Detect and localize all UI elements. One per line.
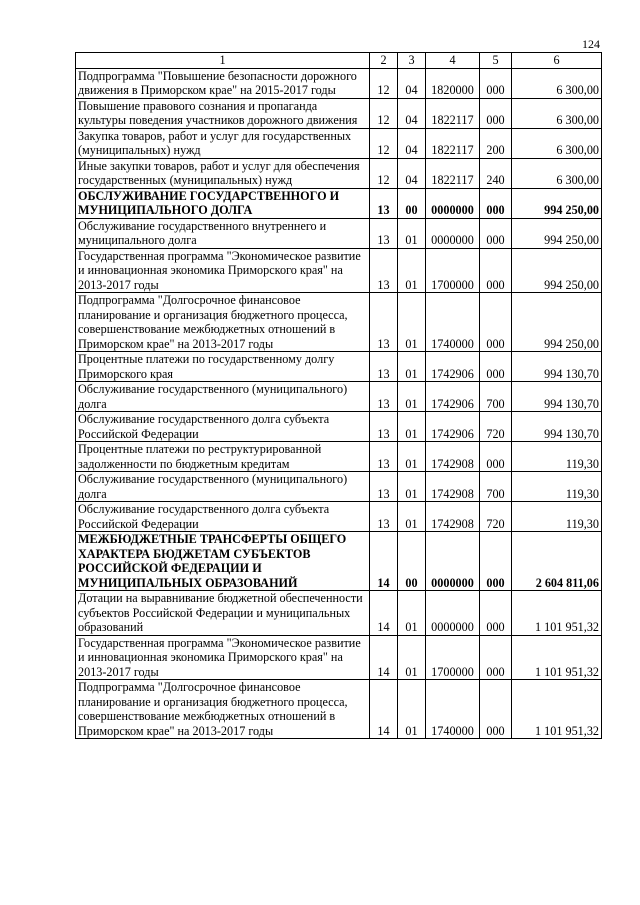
row-name-cell: Дотации на выравнивание бюджетной обеспеченности субъектов Российской Федерации и муниципальных образований xyxy=(76,591,370,636)
table-row xyxy=(76,532,602,591)
row-name-cell: Обслуживание государственного долга субъекта Российской Федерации xyxy=(76,502,370,532)
column-header: 1 xyxy=(76,53,370,69)
table-row xyxy=(76,248,602,293)
table-row xyxy=(76,442,602,472)
subsection-code-cell: 01 xyxy=(398,502,426,532)
table-row xyxy=(76,293,602,352)
subsection-code-cell: 01 xyxy=(398,442,426,472)
amount-cell: 1 101 951,32 xyxy=(512,591,602,636)
table-row xyxy=(76,635,602,680)
subsection-code-cell: 01 xyxy=(398,382,426,412)
column-header: 4 xyxy=(426,53,480,69)
amount-cell: 119,30 xyxy=(512,442,602,472)
row-name-cell: Подпрограмма "Повышение безопасности дорожного движения в Приморском крае" на 2015-2017 годы xyxy=(76,68,370,98)
target-article-cell: 1822117 xyxy=(426,98,480,128)
target-article-cell: 0000000 xyxy=(426,188,480,218)
section-code-cell: 12 xyxy=(370,158,398,188)
target-article-cell: 0000000 xyxy=(426,218,480,248)
column-header: 3 xyxy=(398,53,426,69)
row-name-cell: Государственная программа "Экономическое развитие и инновационная экономика Приморского края" на 2013-2017 годы xyxy=(76,635,370,680)
target-article-cell: 1742906 xyxy=(426,412,480,442)
table-row xyxy=(76,382,602,412)
expense-type-cell: 000 xyxy=(480,98,512,128)
subsection-code-cell: 01 xyxy=(398,591,426,636)
amount-cell: 119,30 xyxy=(512,502,602,532)
expense-type-cell: 720 xyxy=(480,502,512,532)
table-row xyxy=(76,412,602,442)
row-name-cell: Закупка товаров, работ и услуг для государственных (муниципальных) нужд xyxy=(76,128,370,158)
table-row xyxy=(76,680,602,739)
section-code-cell: 13 xyxy=(370,382,398,412)
table-row xyxy=(76,472,602,502)
amount-cell: 119,30 xyxy=(512,472,602,502)
subsection-code-cell: 00 xyxy=(398,532,426,591)
amount-cell: 994 130,70 xyxy=(512,412,602,442)
target-article-cell: 1742906 xyxy=(426,382,480,412)
target-article-cell: 1742908 xyxy=(426,472,480,502)
amount-cell: 6 300,00 xyxy=(512,128,602,158)
section-code-cell: 13 xyxy=(370,472,398,502)
expense-type-cell: 000 xyxy=(480,188,512,218)
expense-type-cell: 000 xyxy=(480,442,512,472)
section-code-cell: 12 xyxy=(370,128,398,158)
amount-cell: 6 300,00 xyxy=(512,68,602,98)
target-article-cell: 0000000 xyxy=(426,591,480,636)
expense-type-cell: 700 xyxy=(480,382,512,412)
section-code-cell: 13 xyxy=(370,248,398,293)
subsection-code-cell: 04 xyxy=(398,158,426,188)
subsection-code-cell: 01 xyxy=(398,218,426,248)
target-article-cell: 1742906 xyxy=(426,352,480,382)
amount-cell: 994 130,70 xyxy=(512,382,602,412)
subsection-code-cell: 01 xyxy=(398,352,426,382)
row-name-cell: Обслуживание государственного внутреннего и муниципального долга xyxy=(76,218,370,248)
expense-type-cell: 000 xyxy=(480,680,512,739)
table-row xyxy=(76,502,602,532)
header-row xyxy=(76,53,602,69)
row-name-cell: Повышение правового сознания и пропаганда культуры поведения участников дорожного движения xyxy=(76,98,370,128)
table-row xyxy=(76,352,602,382)
target-article-cell: 1740000 xyxy=(426,680,480,739)
target-article-cell: 1740000 xyxy=(426,293,480,352)
amount-cell: 994 250,00 xyxy=(512,293,602,352)
subsection-code-cell: 04 xyxy=(398,68,426,98)
row-name-cell: Процентные платежи по реструктурированной задолженности по бюджетным кредитам xyxy=(76,442,370,472)
section-code-cell: 13 xyxy=(370,218,398,248)
expense-type-cell: 000 xyxy=(480,218,512,248)
expense-type-cell: 000 xyxy=(480,68,512,98)
section-code-cell: 13 xyxy=(370,293,398,352)
row-name-cell: Процентные платежи по государственному долгу Приморского края xyxy=(76,352,370,382)
subsection-code-cell: 04 xyxy=(398,98,426,128)
subsection-code-cell: 01 xyxy=(398,680,426,739)
amount-cell: 6 300,00 xyxy=(512,98,602,128)
row-name-cell: Подпрограмма "Долгосрочное финансовое планирование и организация бюджетного процесса, совершенствование межбюджетных отношений в Приморском крае" на 2013-2017 годы xyxy=(76,293,370,352)
amount-cell: 2 604 811,06 xyxy=(512,532,602,591)
expense-type-cell: 200 xyxy=(480,128,512,158)
expense-type-cell: 000 xyxy=(480,248,512,293)
expense-type-cell: 000 xyxy=(480,635,512,680)
table-row xyxy=(76,218,602,248)
expense-type-cell: 000 xyxy=(480,293,512,352)
section-code-cell: 13 xyxy=(370,442,398,472)
column-header: 2 xyxy=(370,53,398,69)
expense-type-cell: 240 xyxy=(480,158,512,188)
target-article-cell: 1822117 xyxy=(426,158,480,188)
amount-cell: 1 101 951,32 xyxy=(512,680,602,739)
amount-cell: 1 101 951,32 xyxy=(512,635,602,680)
subsection-code-cell: 04 xyxy=(398,128,426,158)
subsection-code-cell: 00 xyxy=(398,188,426,218)
target-article-cell: 1742908 xyxy=(426,502,480,532)
section-code-cell: 13 xyxy=(370,188,398,218)
column-header: 5 xyxy=(480,53,512,69)
section-code-cell: 14 xyxy=(370,635,398,680)
table-row xyxy=(76,591,602,636)
row-name-cell: Иные закупки товаров, работ и услуг для обеспечения государственных (муниципальных) нужд xyxy=(76,158,370,188)
row-name-cell: Подпрограмма "Долгосрочное финансовое планирование и организация бюджетного процесса, совершенствование межбюджетных отношений в Приморском крае" на 2013-2017 годы xyxy=(76,680,370,739)
section-code-cell: 14 xyxy=(370,532,398,591)
page-number: 124 xyxy=(582,37,600,51)
column-header: 6 xyxy=(512,53,602,69)
section-code-cell: 14 xyxy=(370,591,398,636)
budget-table xyxy=(75,52,602,739)
table-row xyxy=(76,158,602,188)
target-article-cell: 1700000 xyxy=(426,248,480,293)
target-article-cell: 1700000 xyxy=(426,635,480,680)
target-article-cell: 1822117 xyxy=(426,128,480,158)
expense-type-cell: 000 xyxy=(480,591,512,636)
target-article-cell: 0000000 xyxy=(426,532,480,591)
expense-type-cell: 720 xyxy=(480,412,512,442)
subsection-code-cell: 01 xyxy=(398,635,426,680)
target-article-cell: 1820000 xyxy=(426,68,480,98)
row-name-cell: МЕЖБЮДЖЕТНЫЕ ТРАНСФЕРТЫ ОБЩЕГО ХАРАКТЕРА БЮДЖЕТАМ СУБЪЕКТОВ РОССИЙСКОЙ ФЕДЕРАЦИИ И МУНИЦИПАЛЬНЫХ ОБРАЗОВАНИЙ xyxy=(76,532,370,591)
subsection-code-cell: 01 xyxy=(398,293,426,352)
amount-cell: 6 300,00 xyxy=(512,158,602,188)
subsection-code-cell: 01 xyxy=(398,412,426,442)
section-code-cell: 12 xyxy=(370,68,398,98)
amount-cell: 994 250,00 xyxy=(512,188,602,218)
section-code-cell: 13 xyxy=(370,502,398,532)
table-row xyxy=(76,98,602,128)
row-name-cell: Обслуживание государственного (муниципального) долга xyxy=(76,472,370,502)
row-name-cell: Государственная программа "Экономическое развитие и инновационная экономика Приморского края" на 2013-2017 годы xyxy=(76,248,370,293)
amount-cell: 994 250,00 xyxy=(512,248,602,293)
section-code-cell: 13 xyxy=(370,412,398,442)
expense-type-cell: 000 xyxy=(480,532,512,591)
subsection-code-cell: 01 xyxy=(398,248,426,293)
expense-type-cell: 000 xyxy=(480,352,512,382)
row-name-cell: ОБСЛУЖИВАНИЕ ГОСУДАРСТВЕННОГО И МУНИЦИПАЛЬНОГО ДОЛГА xyxy=(76,188,370,218)
amount-cell: 994 130,70 xyxy=(512,352,602,382)
row-name-cell: Обслуживание государственного (муниципального) долга xyxy=(76,382,370,412)
row-name-cell: Обслуживание государственного долга субъекта Российской Федерации xyxy=(76,412,370,442)
table-row xyxy=(76,68,602,98)
section-code-cell: 13 xyxy=(370,352,398,382)
section-code-cell: 14 xyxy=(370,680,398,739)
table-row xyxy=(76,128,602,158)
expense-type-cell: 700 xyxy=(480,472,512,502)
amount-cell: 994 250,00 xyxy=(512,218,602,248)
table-row xyxy=(76,188,602,218)
target-article-cell: 1742908 xyxy=(426,442,480,472)
subsection-code-cell: 01 xyxy=(398,472,426,502)
section-code-cell: 12 xyxy=(370,98,398,128)
